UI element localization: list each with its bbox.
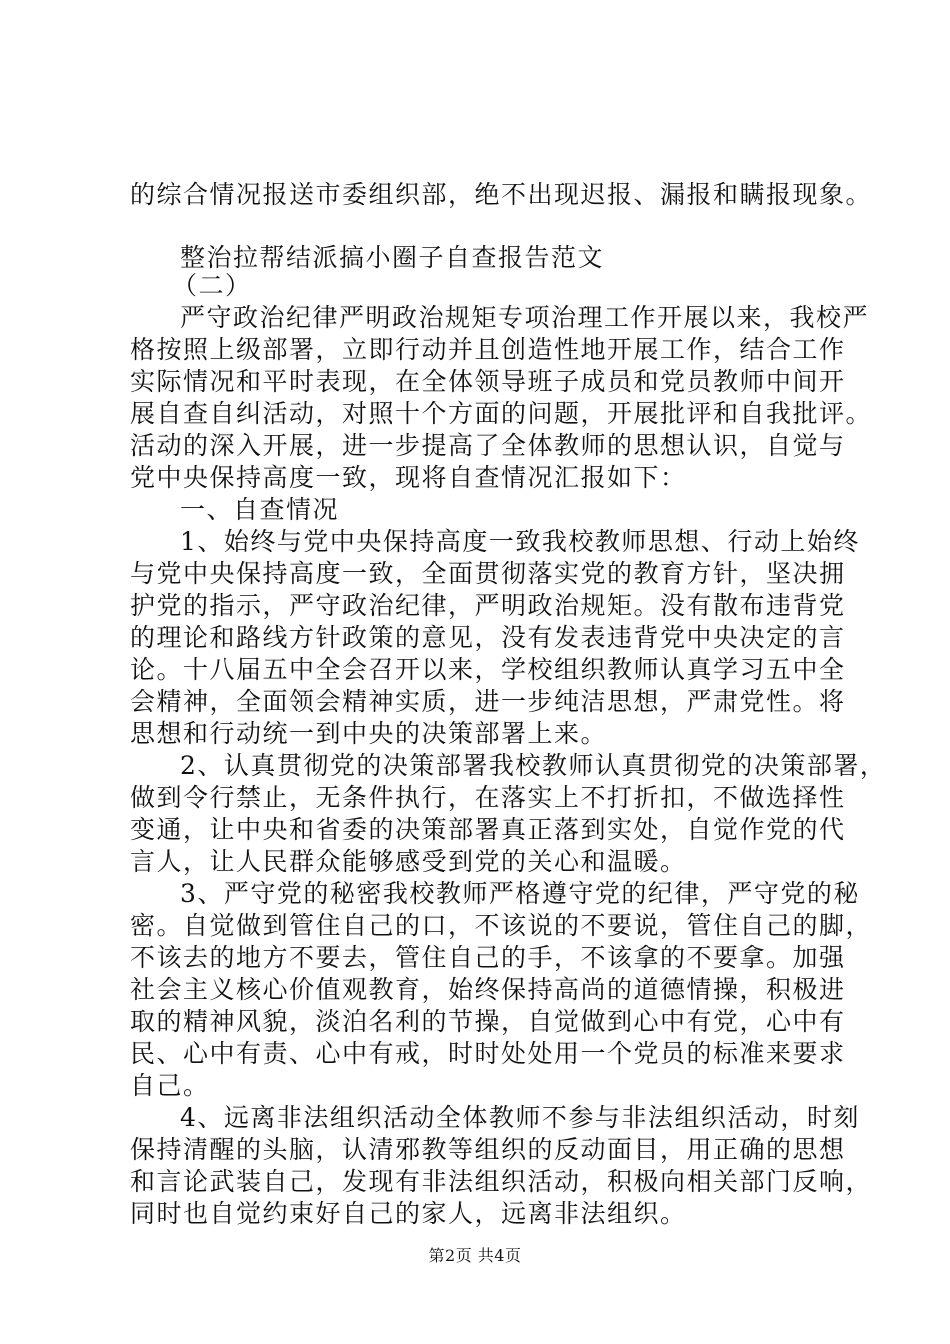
text-line: 格按照上级部署，立即行动并且创造性地开展工作，结合工作 [130, 335, 846, 364]
text-line: 1、始终与党中央保持高度一致我校教师思想、行动上始终 [180, 527, 860, 556]
text-line: 论。十八届五中全会召开以来，学校组织教师认真学习五中全 [130, 655, 846, 684]
text-line: 同时也自觉约束好自己的家人，远离非法组织。 [130, 1199, 687, 1228]
text-line: 的理论和路线方针政策的意见，没有发表违背党中央决定的言 [130, 623, 846, 652]
text-line: 2、认真贯彻党的决策部署我校教师认真贯彻党的决策部署， [180, 751, 887, 780]
text-line: 和言论武装自己，发现有非法组织活动，积极向相关部门反响， [130, 1167, 873, 1196]
text-line: 4、远离非法组织活动全体教师不参与非法组织活动，时刻 [180, 1103, 860, 1132]
text-line: 言人，让人民群众能够感受到党的关心和温暖。 [130, 847, 687, 876]
text-line: 与党中央保持高度一致，全面贯彻落实党的教育方针，坚决拥 [130, 559, 846, 588]
text-line: 不该去的地方不要去，管住自己的手，不该拿的不要拿。加强 [130, 943, 846, 972]
document-title: 整治拉帮结派搞小圈子自查报告范文 [180, 243, 605, 272]
text-line: 密。自觉做到管住自己的口，不该说的不要说，管住自己的脚， [130, 911, 873, 940]
text-line: 变通，让中央和省委的决策部署真正落到实处，自觉作党的代 [130, 815, 846, 844]
text-line: 保持清醒的头脑，认清邪教等组织的反动面目，用正确的思想 [130, 1135, 846, 1164]
text-line: 会精神，全面领会精神实质，进一步纯洁思想，严肃党性。将 [130, 687, 846, 716]
text-line: 取的精神风貌，淡泊名利的节操，自觉做到心中有党，心中有 [130, 1007, 846, 1036]
text-line: 社会主义核心价值观教育，始终保持高尚的道德情操，积极进 [130, 975, 846, 1004]
text-line: 思想和行动统一到中央的决策部署上来。 [130, 719, 608, 748]
text-line: 做到令行禁止，无条件执行，在落实上不打折扣，不做选择性 [130, 783, 846, 812]
text-line: 实际情况和平时表现，在全体领导班子成员和党员教师中间开 [130, 367, 846, 396]
text-line: 自己。 [130, 1071, 210, 1100]
text-line: 民、心中有责、心中有戒，时时处处用一个党员的标准来要求 [130, 1039, 846, 1068]
text-line: 活动的深入开展，进一步提高了全体教师的思想认识，自觉与 [130, 431, 846, 460]
text-line: 展自查自纠活动，对照十个方面的问题，开展批评和自我批评。 [130, 399, 873, 428]
text-line: 3、严守党的秘密我校教师严格遵守党的纪律，严守党的秘 [180, 879, 860, 908]
text-line: 党中央保持高度一致，现将自查情况汇报如下： [130, 463, 687, 492]
section-heading: 一、自查情况 [180, 495, 340, 524]
text-line: 护党的指示，严守政治纪律，严明政治规矩。没有散布违背党 [130, 591, 846, 620]
page-number-footer: 第2页 共4页 [428, 1246, 522, 1265]
document-subtitle: （二） [172, 271, 252, 300]
text-line: 严守政治纪律严明政治规矩专项治理工作开展以来，我校严 [180, 303, 870, 332]
text-line: 的综合情况报送市委组织部，绝不出现迟报、漏报和瞒报现象。 [130, 180, 873, 209]
